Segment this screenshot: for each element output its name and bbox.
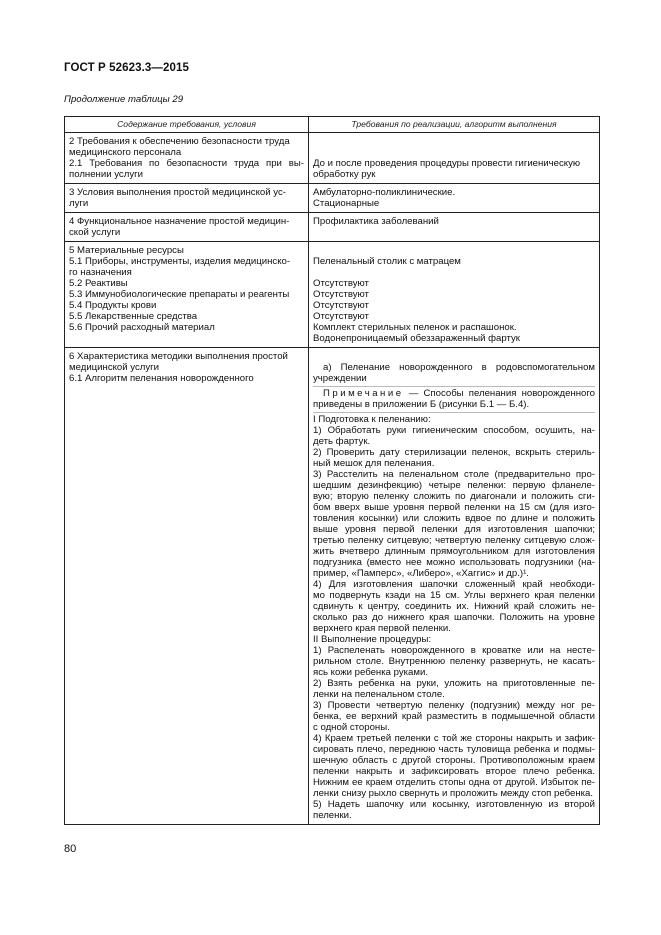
- cell-line: 2 Требования к обеспечению безопасности труда: [69, 136, 290, 147]
- procedure-step-line: II Выполнение процедуры:: [313, 634, 432, 645]
- cell-line: Отсутствуют: [313, 289, 369, 300]
- cell-implementation: [309, 133, 600, 184]
- cell-condition: [65, 242, 309, 348]
- cell-line: 5.1 Приборы, инструменты, изделия медицинско-: [69, 256, 291, 267]
- table-row: [65, 242, 600, 348]
- procedure-title: а) Пеленание новорожденного в родовспомогательном: [323, 362, 595, 373]
- procedure-step-line: вую; вторую пеленку сложить по диагонали и положить сги-: [313, 491, 595, 502]
- requirements-table: [64, 116, 600, 825]
- procedure-step-line: 1) Распеленать новорожденного в кроватке или на несте-: [313, 645, 595, 656]
- cell-line: 5 Материальные ресурсы: [69, 245, 184, 256]
- cell-line: Профилактика заболеваний: [313, 216, 439, 227]
- table-caption: Продолжение таблицы 29: [64, 94, 184, 105]
- cell-line: Отсутствуют: [313, 311, 369, 322]
- cell-implementation: [309, 348, 600, 825]
- procedure-step-line: третью пеленку ситцевую; четвертую пеленку ситцевую слож-: [313, 535, 595, 546]
- cell-line: Отсутствуют: [313, 300, 369, 311]
- procedure-step-line: сдвинуть к центру, соединить их. Нижний край сложить не-: [313, 601, 595, 612]
- cell-line: медицинской услуги: [69, 362, 160, 373]
- procedure-step-line: сколько раз до нижнего края шапочки. Положить на уровне: [313, 612, 595, 623]
- procedure-step-line: 3) Провести четвертую пеленку (подгузник) между ног ре-: [313, 700, 595, 711]
- procedure-step-line: ный мешок для пеленания.: [313, 458, 435, 469]
- column-header-implementation: Требования по реализации, алгоритм выполнения: [309, 117, 600, 133]
- note-text: — Способы пеленания новорожденного: [408, 388, 595, 399]
- cell-line: ской услуги: [69, 227, 121, 238]
- cell-line: обработку рук: [313, 169, 376, 180]
- procedure-step-line: ясь кожи ребенка руками.: [313, 667, 429, 678]
- procedure-steps: [313, 414, 595, 821]
- cell-line: Пеленальный столик с матрацем: [313, 256, 461, 267]
- table-row: [65, 133, 600, 184]
- cell-line: 6.1 Алгоритм пеленания новорожденного: [69, 373, 254, 384]
- procedure-step-line: верхнего края первой пеленки.: [313, 623, 451, 634]
- cell-line: медицинского персонала: [69, 147, 182, 158]
- note-line: приведены в приложении Б (рисунки Б.1 — Б.4).: [313, 399, 530, 410]
- note-label: Примечание: [323, 388, 404, 399]
- procedure-step-line: мо подвернуть кзади на 15 см. Углы верхнего края пеленки: [313, 590, 595, 601]
- cell-line: Комплект стерильных пеленок и распашонок.: [313, 322, 517, 333]
- table-row: [65, 348, 600, 825]
- cell-implementation: [309, 184, 600, 213]
- cell-condition: [65, 348, 309, 825]
- procedure-step-line: 4) Краем третьей пеленки с той же стороны накрыть и зафик-: [313, 733, 595, 744]
- procedure-step-line: товления косынки) или сложить вдвое по длине и положить: [313, 513, 595, 524]
- page-number: 80: [64, 843, 77, 855]
- cell-line: луги: [69, 198, 89, 209]
- cell-condition: [65, 184, 309, 213]
- cell-line: 2.1 Требования по безопасности труда при вы-: [69, 158, 304, 169]
- cell-line: 5.3 Иммунобиологические препараты и реагенты: [69, 289, 290, 300]
- procedure-step-line: 1) Обработать руки гигиеническим способом, осушить, на-: [313, 425, 595, 436]
- table-row: [65, 184, 600, 213]
- table-header-row: [65, 117, 600, 133]
- procedure-step-line: жить вчетверо длинным прямоугольником для изготовления: [313, 546, 595, 557]
- column-header-conditions: Содержание требования, условия: [65, 117, 309, 133]
- cell-line: 3 Условия выполнения простой медицинской ус-: [69, 187, 286, 198]
- procedure-step-line: I Подготовка к пеленанию:: [313, 414, 431, 425]
- procedure-step-line: 3) Расстелить на пеленальном столе (предварительно про-: [313, 469, 595, 480]
- procedure-step-line: пример, «Памперс», «Либеро», «Хаггис» и др.)¹.: [313, 568, 529, 579]
- procedure-step-line: пеленки.: [313, 810, 352, 821]
- cell-line: го назначения: [69, 267, 132, 278]
- cell-line: 5.4 Продукты крови: [69, 300, 157, 311]
- procedure-step-line: рильном столе. Внутреннюю пеленку развернуть, не касать-: [313, 656, 595, 667]
- document-standard-header: ГОСТ Р 52623.3—2015: [64, 62, 189, 74]
- procedure-step-line: выше уровня первой пеленки для изготовления шапочки;: [313, 524, 595, 535]
- procedure-step-line: 2) Проверить дату стерилизации пеленок, вскрыть стериль-: [313, 447, 595, 458]
- procedure-step-line: ленки снизу рыхло свернуть и проложить между стоп ребенка.: [313, 788, 594, 799]
- cell-line: До и после проведения процедуры провести гигиеническую: [313, 158, 581, 169]
- procedure-step-line: шечную область с другой стороны. Противоположным краем: [313, 755, 595, 766]
- cell-line: Стационарные: [313, 198, 380, 209]
- procedure-step-line: 5) Надеть шапочку или косынку, изготовленную из второй: [313, 799, 595, 810]
- procedure-step-line: ленки на пеленальном столе.: [313, 689, 445, 700]
- procedure-step-line: 2) Взять ребенка на руки, уложить на приготовленные пе-: [313, 678, 595, 689]
- procedure-title: учреждении: [313, 373, 367, 384]
- cell-condition: [65, 213, 309, 242]
- cell-line: полнении услуги: [69, 169, 143, 180]
- procedure-step-line: с одной стороны.: [313, 722, 390, 733]
- cell-line: Водонепроницаемый обеззараженный фартук: [313, 333, 520, 344]
- cell-line: Амбулаторно-поликлинические.: [313, 187, 456, 198]
- cell-line: 5.2 Реактивы: [69, 278, 128, 289]
- procedure-step-line: деть фартук.: [313, 436, 371, 447]
- note-line: [313, 388, 595, 399]
- procedure-step-line: бенка, ее верхний край разместить в подмышечной области: [313, 711, 595, 722]
- procedure-step-line: подгузника (вместо нее можно использовать подгузники (на-: [313, 557, 595, 568]
- procedure-step-line: Нижним ее краем отделить стопы одна от другой. Избыток пе-: [313, 777, 595, 788]
- cell-line: 4 Функциональное назначение простой медицин-: [69, 216, 290, 227]
- procedure-step-line: шедшим дезинфекцию) четыре пеленки: первую фланеле-: [313, 480, 595, 491]
- cell-line: Отсутствуют: [313, 278, 369, 289]
- cell-line: 6 Характеристика методики выполнения простой: [69, 351, 288, 362]
- procedure-step-line: 4) Для изготовления шапочки сложенный край необходи-: [313, 579, 595, 590]
- procedure-step-line: бом вверх выше уровня первой пеленки на 15 см (для изго-: [313, 502, 595, 513]
- cell-implementation: [309, 213, 600, 242]
- cell-line: 5.5 Лекарственные средства: [69, 311, 198, 322]
- cell-line: 5.6 Прочий расходный материал: [69, 322, 215, 333]
- table-row: [65, 213, 600, 242]
- procedure-step-line: пеленки накрыть и зафиксировать второе плечо ребенка.: [313, 766, 595, 777]
- cell-condition: [65, 133, 309, 184]
- cell-implementation: [309, 242, 600, 348]
- procedure-step-line: сировать плечо, переднюю часть туловища ребенка и подмы-: [313, 744, 595, 755]
